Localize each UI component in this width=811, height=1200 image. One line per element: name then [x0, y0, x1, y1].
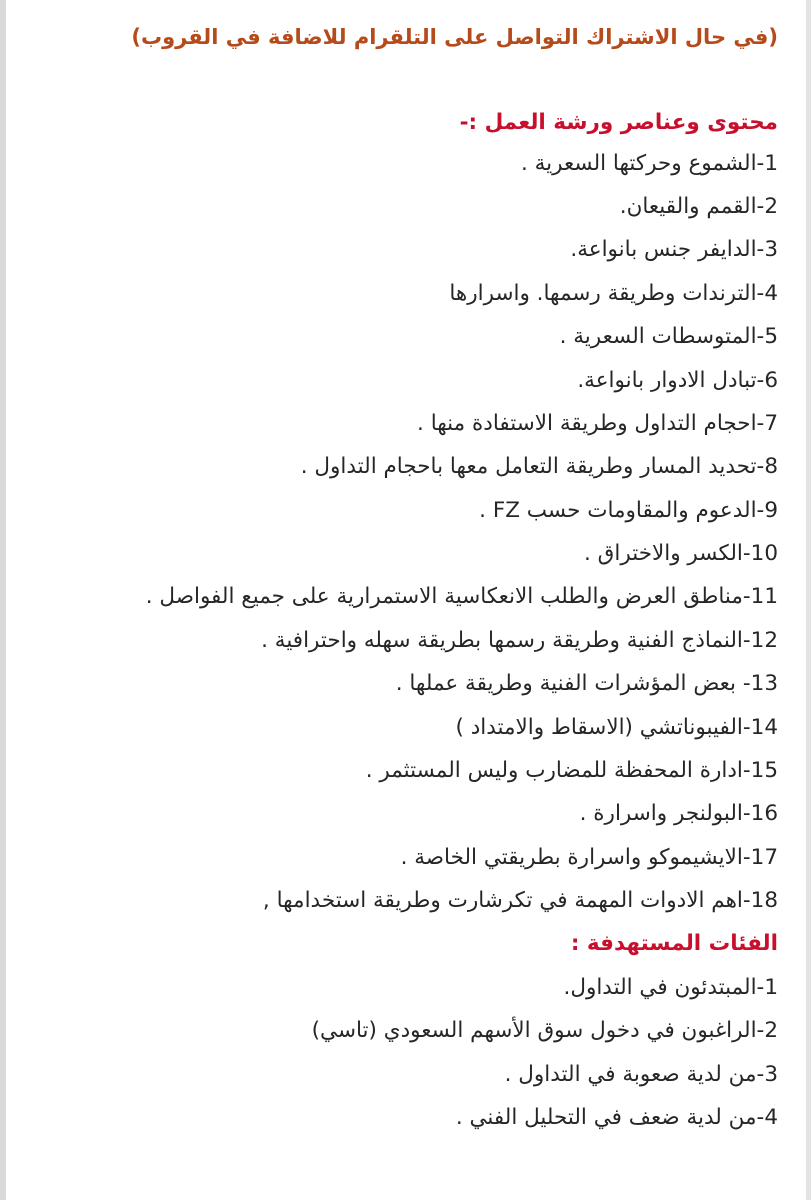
contents-item-7: 7-احجام التداول وطريقة الاستفادة منها .	[417, 411, 778, 436]
contents-item-4: 4-الترندات وطريقة رسمها. واسرارها	[449, 281, 778, 306]
contents-item-3: 3-الدايفر جنس بانواعة.	[570, 237, 778, 262]
audience-item-1: 1-المبتدئون في التداول.	[563, 975, 778, 1000]
contents-item-5: 5-المتوسطات السعرية .	[559, 324, 778, 349]
telegram-note: (في حال الاشتراك التواصل على التلقرام للاضافة في القروب)	[131, 25, 778, 49]
contents-heading: محتوى وعناصر ورشة العمل :-	[459, 110, 778, 135]
contents-item-16: 16-البولنجر واسرارة .	[579, 801, 778, 826]
contents-item-9: 9-الدعوم والمقاومات حسب FZ .	[479, 498, 778, 523]
contents-item-12: 12-النماذج الفنية وطريقة رسمها بطريقة سهله واحترافية .	[261, 628, 778, 653]
right-frame-edge	[806, 0, 811, 1200]
audience-item-3: 3-من لدية صعوبة في التداول .	[504, 1062, 778, 1087]
contents-item-11: 11-مناطق العرض والطلب الانعكاسية الاستمرارية على جميع الفواصل .	[145, 584, 778, 609]
contents-item-8: 8-تحديد المسار وطريقة التعامل معها باحجام التداول .	[300, 454, 778, 479]
audience-heading: الفئات المستهدفة :	[570, 931, 778, 956]
contents-item-18: 18-اهم الادوات المهمة في تكرشارت وطريقة استخدامها ,	[262, 888, 778, 913]
contents-item-10: 10-الكسر والاختراق .	[584, 541, 778, 566]
contents-item-13: 13- بعض المؤشرات الفنية وطريقة عملها .	[395, 671, 778, 696]
contents-item-6: 6-تبادل الادوار بانواعة.	[577, 368, 778, 393]
audience-item-4: 4-من لدية ضعف في التحليل الفني .	[455, 1105, 778, 1130]
contents-item-2: 2-القمم والقيعان.	[619, 194, 778, 219]
contents-item-17: 17-الايشيموكو واسرارة بطريقتي الخاصة .	[400, 845, 778, 870]
left-frame-edge	[0, 0, 6, 1200]
contents-item-1: 1-الشموع وحركتها السعرية .	[520, 151, 778, 176]
contents-item-14: 14-الفيبوناتشي (الاسقاط والامتداد )	[455, 715, 778, 740]
audience-item-2: 2-الراغبون في دخول سوق الأسهم السعودي (تاسي)	[311, 1018, 778, 1043]
contents-item-15: 15-ادارة المحفظة للمضارب وليس المستثمر .	[365, 758, 778, 783]
